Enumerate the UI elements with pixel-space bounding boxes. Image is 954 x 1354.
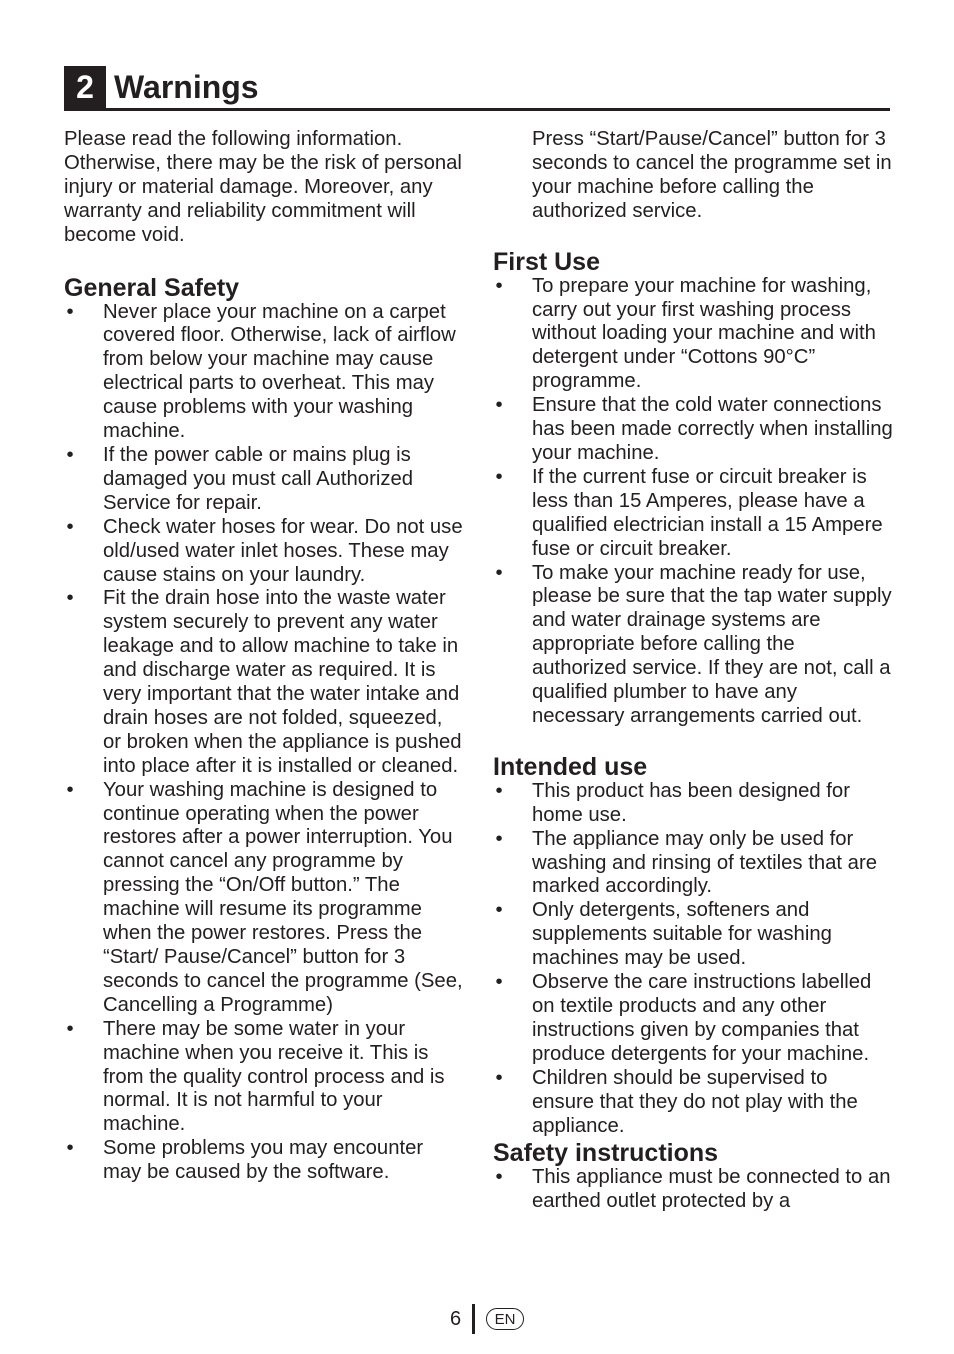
continuation-paragraph: Press “Start/Pause/Cancel” button for 3 seconds to cancel the programme set in your machine before calling the authorized service. [532,128,892,222]
list-item: • Your washing machine is designed to continue operating when the power restores after a power interruption. You cannot cancel any programme by pressing the “On/Off button.” The machine will resume its programme when the power restores. Press the “Start/ Pause/Cancel” button for 3 seconds to cancel the programme (See, Cancelling a Programme) [64,779,464,1018]
list-item: • Check water hoses for wear. Do not use old/used water inlet hoses. These may cause stains on your laundry. [64,516,464,588]
intended-use-list [493,780,893,1139]
list-item: • Children should be supervised to ensure that they do not play with the appliance. [493,1067,893,1139]
list-item: • This appliance must be connected to an earthed outlet protected by a [493,1166,893,1214]
bullet-icon: • [495,465,503,488]
left-column [64,128,464,1185]
list-item: • Fit the drain hose into the waste water system securely to prevent any water leakage and to allow machine to take in and discharge water as required. It is very important that the water intake and drain hoses are not folded, squeezed, or broken when the appliance is pushed into place after it is installed or cleaned. [64,587,464,778]
bullet-icon: • [495,779,503,802]
bullet-icon: • [66,300,74,323]
intro-paragraph: Please read the following information. Otherwise, there may be the risk of personal injury or material damage. Moreover, any warranty and reliability commitment will become void. [64,128,462,246]
first-use-heading: First Use [493,247,600,276]
bullet-icon: • [495,899,503,922]
safety-instructions-heading: Safety instructions [493,1139,719,1168]
bullet-icon: • [495,274,503,297]
list-item: • If the power cable or mains plug is damaged you must call Authorized Service for repair. [64,444,464,516]
bullet-icon: • [495,1166,503,1189]
list-item: • Never place your machine on a carpet covered floor. Otherwise, lack of airflow from below your machine may cause electrical parts to overheat. This may cause problems with your washing machine. [64,301,464,444]
general-safety-list [64,301,464,1186]
chapter-header [64,66,890,111]
bullet-icon: • [66,515,74,538]
general-safety-heading: General Safety [64,273,240,302]
page-number: 6 [450,1308,462,1330]
chapter-title: Warnings [114,69,259,105]
list-item: • This product has been designed for home use. [493,780,893,828]
bullet-icon: • [66,1017,74,1040]
footer-divider [472,1304,475,1334]
list-item: • To make your machine ready for use, please be sure that the tap water supply and water drainage systems are appropriate before calling the authorized service. If they are not, call a qualified plumber to have any necessary arrangements carried out. [493,562,893,729]
bullet-icon: • [66,443,74,466]
list-item: • Observe the care instructions labelled on textile products and any other instructions given by companies that produce detergents for your machine. [493,971,893,1067]
list-item: • There may be some water in your machine when you receive it. This is from the quality control process and is normal. It is not harmful to your machine. [64,1018,464,1138]
list-item: • To prepare your machine for washing, carry out your first washing process without loading your machine and with detergent under “Cottons 90°C” programme. [493,275,893,395]
bullet-icon: • [495,971,503,994]
language-badge: EN [486,1308,524,1330]
list-item: • The appliance may only be used for washing and rinsing of textiles that are marked accordingly. [493,828,893,900]
intended-use-heading: Intended use [493,752,648,781]
bullet-icon: • [66,1137,74,1160]
list-item: • Ensure that the cold water connections has been made correctly when installing your machine. [493,394,893,466]
bullet-icon: • [66,587,74,610]
bullet-icon: • [495,561,503,584]
bullet-icon: • [495,394,503,417]
bullet-icon: • [495,827,503,850]
bullet-icon: • [66,778,74,801]
bullet-icon: • [495,1066,503,1089]
first-use-list [493,275,893,729]
safety-instructions-list [493,1166,893,1214]
chapter-number: 2 [64,66,106,108]
list-item: • Only detergents, softeners and supplements suitable for washing machines may be used. [493,899,893,971]
list-item: • Some problems you may encounter may be caused by the software. [64,1137,464,1185]
list-item: • If the current fuse or circuit breaker is less than 15 Amperes, please have a qualified electrician install a 15 Ampere fuse or circuit breaker. [493,466,893,562]
right-column [493,128,893,1214]
